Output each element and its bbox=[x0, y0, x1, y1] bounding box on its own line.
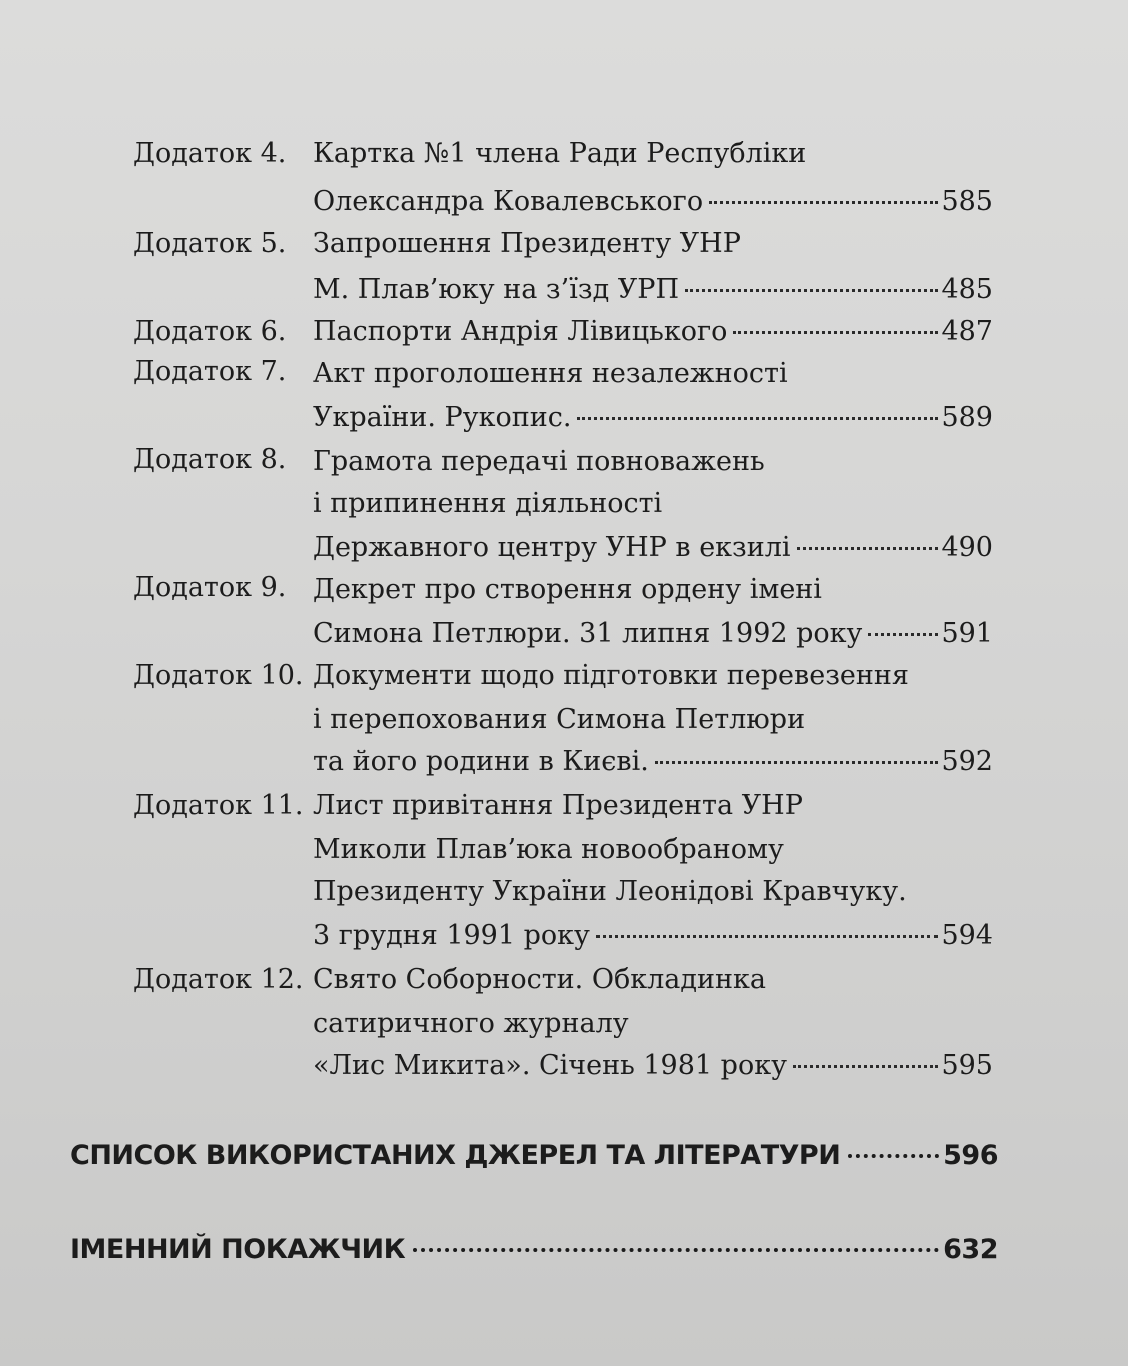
page-number: 490 bbox=[941, 532, 993, 563]
appendix-title-line: Миколи Плав’юка новообраному bbox=[313, 834, 784, 865]
appendix-title-line: Свято Соборности. Обкладинка bbox=[313, 964, 766, 995]
appendix-title-last-line bbox=[313, 1044, 993, 1087]
appendix-title-line: М. Плав’юку на з’їзд УРП bbox=[313, 274, 680, 305]
appendix-label: Додаток 8. bbox=[133, 444, 287, 475]
appendix-title-line: і припинення діяльності bbox=[313, 488, 663, 519]
leader-dots bbox=[848, 1154, 939, 1158]
appendix-label: Додаток 9. bbox=[133, 572, 287, 603]
appendix-title-line: Лист привітання Президента УНР bbox=[313, 790, 803, 821]
page-number: 487 bbox=[941, 316, 993, 347]
leader-dots bbox=[655, 761, 939, 764]
appendix-title-last-line bbox=[313, 310, 993, 353]
section-title: СПИСОК ВИКОРИСТАНИХ ДЖЕРЕЛ ТА ЛІТЕРАТУРИ bbox=[70, 1140, 841, 1171]
appendix-title-line: і перепохования Симона Петлюри bbox=[313, 704, 806, 735]
leader-dots bbox=[709, 201, 938, 204]
appendix-title-line: «Лис Микита». Січень 1981 року bbox=[313, 1050, 787, 1081]
appendix-title-line: Грамота передачі повноважень bbox=[313, 446, 765, 477]
leader-dots bbox=[793, 1065, 938, 1068]
appendix-label: Додаток 10. bbox=[133, 660, 304, 691]
appendix-title-line: Запрошення Президенту УНР bbox=[313, 228, 741, 259]
appendix-label: Додаток 4. bbox=[133, 138, 287, 169]
page-number: 589 bbox=[941, 402, 993, 433]
leader-dots bbox=[797, 547, 939, 550]
leader-dots bbox=[596, 935, 939, 938]
appendix-title-last-line bbox=[313, 914, 993, 957]
appendix-label: Додаток 12. bbox=[133, 964, 304, 995]
appendix-title-line: Президенту України Леонідові Кравчуку. bbox=[313, 876, 907, 907]
page-number: 592 bbox=[941, 746, 993, 777]
appendix-title-line: та його родини в Києві. bbox=[313, 746, 649, 777]
appendix-title-line: Акт проголошення незалежності bbox=[313, 358, 788, 389]
section-title: ІМЕННИЙ ПОКАЖЧИК bbox=[70, 1234, 406, 1265]
leader-dots bbox=[868, 633, 938, 636]
appendix-title-line: України. Рукопис. bbox=[313, 402, 572, 433]
appendix-title-last-line bbox=[313, 268, 993, 311]
appendix-title-line: Симона Петлюри. 31 липня 1992 року bbox=[313, 618, 863, 649]
appendix-title-last-line bbox=[313, 396, 993, 439]
appendix-title-last-line bbox=[313, 526, 993, 569]
page-number: 596 bbox=[943, 1140, 998, 1171]
appendix-label: Додаток 11. bbox=[133, 790, 304, 821]
appendix-title-line: Декрет про створення ордену імені bbox=[313, 574, 822, 605]
appendix-title-line: Паспорти Андрія Лівицького bbox=[313, 316, 728, 347]
appendix-title-line: Державного центру УНР в екзилі bbox=[313, 532, 791, 563]
appendix-title-line: Картка №1 члена Ради Республіки bbox=[313, 138, 807, 169]
page-number: 585 bbox=[941, 186, 993, 217]
leader-dots bbox=[577, 417, 938, 420]
leader-dots bbox=[413, 1248, 939, 1252]
page-number: 594 bbox=[941, 920, 993, 951]
page-number: 632 bbox=[943, 1234, 998, 1265]
appendix-title-line: 3 грудня 1991 року bbox=[313, 920, 590, 951]
toc-section-bibliography[interactable] bbox=[70, 1134, 998, 1177]
page-number: 485 bbox=[941, 274, 993, 305]
appendix-title-last-line bbox=[313, 612, 993, 655]
appendix-title-line: Олександра Ковалевського bbox=[313, 186, 704, 217]
appendix-label: Додаток 5. bbox=[133, 228, 287, 259]
page-number: 595 bbox=[941, 1050, 993, 1081]
toc-section-name-index[interactable] bbox=[70, 1228, 998, 1271]
appendix-title-last-line bbox=[313, 740, 993, 783]
leader-dots bbox=[733, 331, 938, 334]
appendix-title-line: Документи щодо підготовки перевезення bbox=[313, 660, 909, 691]
appendix-label: Додаток 6. bbox=[133, 316, 287, 347]
appendix-label: Додаток 7. bbox=[133, 356, 287, 387]
appendix-title-last-line bbox=[313, 180, 993, 223]
appendix-title-line: сатиричного журналу bbox=[313, 1008, 629, 1039]
page-number: 591 bbox=[941, 618, 993, 649]
leader-dots bbox=[685, 289, 938, 292]
